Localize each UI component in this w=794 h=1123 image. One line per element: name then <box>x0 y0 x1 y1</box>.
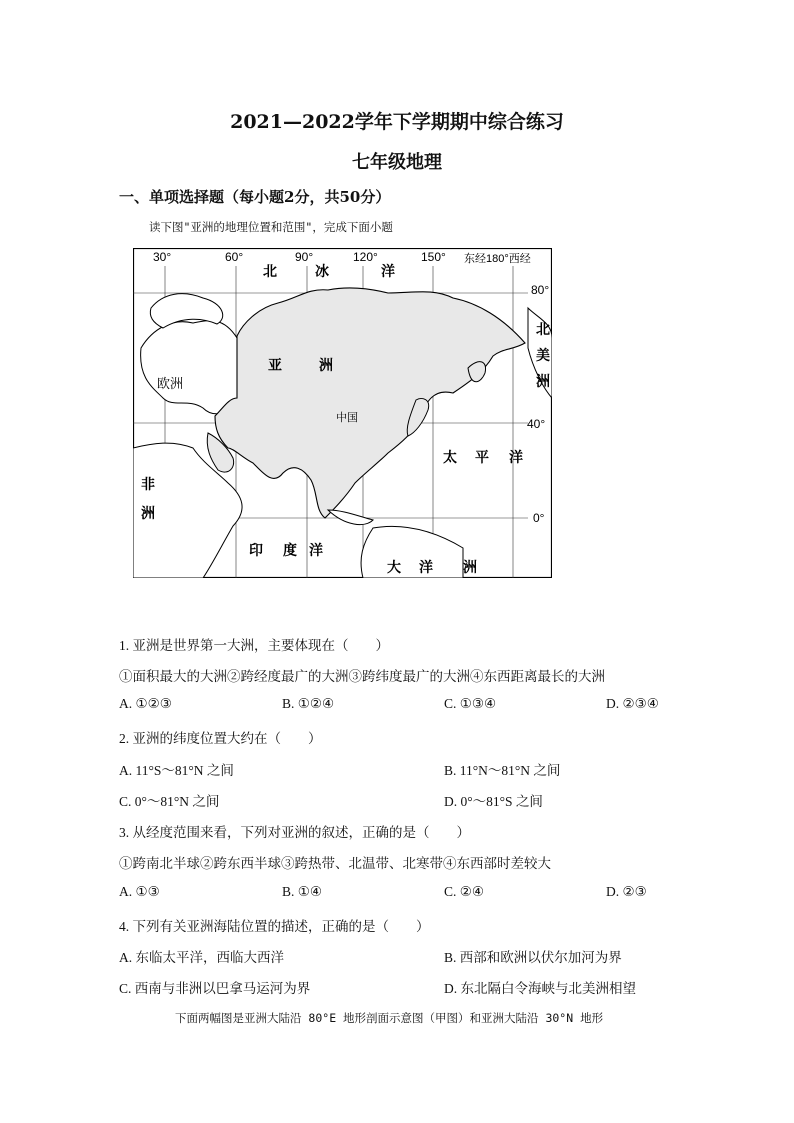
option-c[interactable]: C. 西南与非洲以巴拿马运河为界 <box>119 981 311 996</box>
option-b[interactable]: B. ①④ <box>282 884 322 899</box>
indian-ocean-label-3: 洋 <box>309 542 323 558</box>
oceania-label-2: 洋 <box>419 559 433 575</box>
option-c[interactable]: C. ②④ <box>444 884 484 899</box>
europe-label: 欧洲 <box>157 376 184 391</box>
lat-label: 0° <box>533 511 545 525</box>
pacific-label-2: 平 <box>475 449 489 465</box>
option-d[interactable]: D. ②③④ <box>606 696 659 711</box>
question-1-stem: 1. 亚洲是世界第一大洲，主要体现在（ ） <box>119 638 389 653</box>
asia-location-map <box>133 248 552 578</box>
option-b[interactable]: B. 西部和欧洲以伏尔加河为界 <box>444 950 622 965</box>
map-intro: 读下图"亚洲的地理位置和范围"，完成下面小题 <box>149 220 393 234</box>
option-a[interactable]: A. ①③ <box>119 884 160 899</box>
arctic-ocean-label-3: 洋 <box>381 263 395 279</box>
option-c[interactable]: C. ①③④ <box>444 696 497 711</box>
question-4-stem: 4. 下列有关亚洲海陆位置的描述，正确的是（ ） <box>119 919 430 934</box>
indian-ocean-label-1: 印 <box>249 542 263 558</box>
asia-label-1: 亚 <box>268 357 282 373</box>
north-america-label-3: 洲 <box>536 373 550 389</box>
option-d[interactable]: D. ②③ <box>606 884 647 899</box>
pacific-label-3: 洋 <box>509 449 523 465</box>
lon-label: 60° <box>225 250 244 264</box>
question-1-detail: ①面积最大的大洲②跨经度最广的大洲③跨纬度最广的大洲④东西距离最长的大洲 <box>119 669 605 684</box>
section-heading: 一、单项选择题（每小题2分，共50分） <box>119 188 391 206</box>
option-b[interactable]: B. ①②④ <box>282 696 335 711</box>
option-d[interactable]: D. 0°～81°S 之间 <box>444 794 543 809</box>
lon-label: 150° <box>421 250 446 264</box>
lon-label: 120° <box>353 250 378 264</box>
africa-label-1: 非 <box>141 476 155 492</box>
option-d[interactable]: D. 东北隔白令海峡与北美洲相望 <box>444 981 636 996</box>
lon-note: 东经180°西经 <box>464 253 531 265</box>
asia-label-2: 洲 <box>319 357 333 373</box>
lat-label: 80° <box>531 283 550 297</box>
oceania-label-3: 洲 <box>463 559 477 575</box>
arctic-ocean-label-2: 冰 <box>315 263 329 279</box>
exam-title: 2021—2022学年下学期期中综合练习 <box>230 111 564 133</box>
north-america-label-1: 北 <box>536 321 550 337</box>
north-america-label-2: 美 <box>536 347 550 363</box>
indian-ocean-label-2: 度 <box>283 542 297 558</box>
lon-label: 30° <box>153 250 172 264</box>
option-c[interactable]: C. 0°～81°N 之间 <box>119 794 220 809</box>
option-a[interactable]: A. 11°S～81°N 之间 <box>119 763 234 778</box>
footer-note: 下面两幅图是亚洲大陆沿 80°E 地形剖面示意图（甲图）和亚洲大陆沿 30°N 地形 <box>175 1011 604 1025</box>
lon-label: 90° <box>295 250 314 264</box>
question-2-stem: 2. 亚洲的纬度位置大约在（ ） <box>119 731 322 746</box>
china-label: 中国 <box>336 412 358 424</box>
oceania-label-1: 大 <box>387 559 401 575</box>
option-a[interactable]: A. ①②③ <box>119 696 172 711</box>
exam-subtitle: 七年级地理 <box>352 152 442 173</box>
option-a[interactable]: A. 东临太平洋，西临大西洋 <box>119 950 284 965</box>
question-3-detail: ①跨南北半球②跨东西半球③跨热带、北温带、北寒带④东西部时差较大 <box>119 856 551 871</box>
arctic-ocean-label-1: 北 <box>263 263 277 279</box>
lat-label: 40° <box>527 417 546 431</box>
option-b[interactable]: B. 11°N～81°N 之间 <box>444 763 561 778</box>
africa-label-2: 洲 <box>141 505 155 521</box>
pacific-label-1: 太 <box>443 449 457 465</box>
question-3-stem: 3. 从经度范围来看，下列对亚洲的叙述，正确的是（ ） <box>119 825 470 840</box>
